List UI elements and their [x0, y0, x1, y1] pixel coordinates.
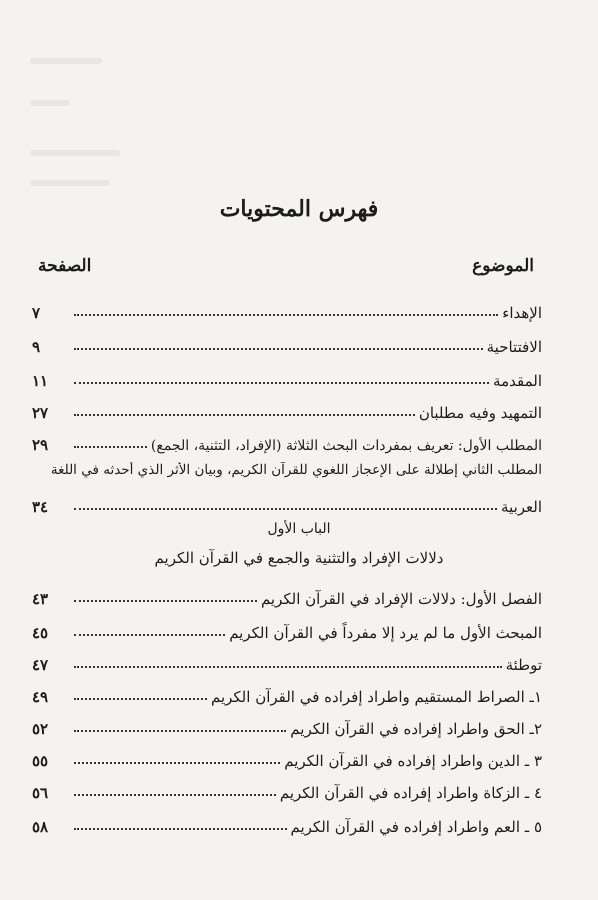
toc-entry-title: الفصل الأول: دلالات الإفراد في القرآن الكريم: [260, 590, 542, 608]
part-label: الباب الأول: [267, 521, 331, 537]
toc-entry-title: ٤ ـ الزكاة واطراد إفراده في القرآن الكريم: [279, 784, 542, 802]
leader-dots: [74, 413, 415, 416]
toc-entry-page: ٧: [32, 304, 41, 322]
toc-entry[interactable]: [32, 486, 542, 516]
show-through-mark: [30, 150, 120, 156]
leader-dots: [74, 445, 147, 448]
toc-entry[interactable]: [32, 612, 542, 642]
toc-entry-title: توطئة: [505, 656, 542, 674]
leader-dots: [74, 633, 225, 636]
part-title: دلالات الإفراد والتثنية والجمع في القرآن الكريم: [154, 549, 444, 567]
toc-entry-title: المبحث الأول ما لم يرد إلا مفرداً في القرآن الكريم: [229, 624, 542, 642]
leader-dots: [74, 507, 497, 510]
toc-entry-page: ٩: [32, 338, 41, 356]
toc-entry[interactable]: [32, 292, 542, 322]
toc-entry-title: الإهداء: [502, 304, 542, 322]
page-column-header: الصفحة: [38, 256, 92, 276]
leader-dots: [74, 665, 502, 668]
toc-entry-title: المطلب الأول: تعريف بمفردات البحث الثلاثة (الإفراد، التثنية، الجمع): [150, 438, 542, 454]
toc-entry-page: ٥٨: [32, 818, 49, 836]
leader-dots: [74, 729, 286, 732]
toc-entry-page: ٤٧: [32, 656, 49, 674]
toc-entry[interactable]: [32, 578, 542, 608]
toc-entry-title: المقدمة: [493, 372, 542, 390]
toc-entry-first-line: المطلب الثاني إطلالة على الإعجاز اللغوي للقرآن الكريم، وبيان الأثر الذي أحدثه في اللغة: [50, 462, 542, 478]
toc-entry-page: ١١: [32, 372, 49, 390]
leader-dots: [74, 313, 498, 316]
toc-entry-page: ٢٧: [32, 404, 49, 422]
toc-entry-page: ٤٣: [32, 590, 49, 608]
toc-entry-title: التمهيد وفيه مطلبان: [418, 404, 542, 422]
leader-dots: [74, 599, 257, 602]
toc-entry-page: ٥٢: [32, 720, 49, 738]
toc-entry[interactable]: [32, 772, 542, 802]
leader-dots: [74, 761, 280, 764]
toc-entry-title: ٥ ـ العم واطراد إفراده في القرآن الكريم: [290, 818, 542, 836]
toc-entry-page: ٤٥: [32, 624, 49, 642]
leader-dots: [74, 347, 483, 350]
leader-dots: [74, 793, 276, 796]
toc-entry[interactable]: [32, 392, 542, 422]
show-through-mark: [30, 100, 70, 106]
show-through-mark: [30, 58, 102, 64]
toc-entry[interactable]: [32, 806, 542, 836]
toc-entry[interactable]: [32, 360, 542, 390]
toc-entry[interactable]: [32, 740, 542, 770]
toc-entry-page: ٢٩: [32, 436, 49, 454]
toc-entry-title: العربية: [501, 498, 542, 516]
toc-entry-page: ٥٦: [32, 784, 49, 802]
page-title: فهرس المحتويات: [219, 196, 379, 222]
toc-entry-title: الافتتاحية: [486, 338, 542, 356]
subject-column-header: الموضوع: [472, 256, 534, 276]
leader-dots: [74, 827, 287, 830]
leader-dots: [74, 381, 489, 384]
toc-entry[interactable]: [32, 424, 542, 454]
leader-dots: [74, 697, 207, 700]
toc-entry-title: ٣ ـ الدين واطراد إفراده في القرآن الكريم: [284, 752, 542, 770]
toc-entry-title: ١ـ الصراط المستقيم واطراد إفراده في القرآن الكريم: [210, 688, 542, 706]
toc-entry-page: ٥٥: [32, 752, 49, 770]
show-through-mark: [30, 180, 110, 186]
toc-entry[interactable]: [32, 326, 542, 356]
toc-entry-page: ٣٤: [32, 498, 49, 516]
toc-entry[interactable]: [32, 644, 542, 674]
toc-entry-page: ٤٩: [32, 688, 49, 706]
toc-entry[interactable]: [32, 676, 542, 706]
toc-entry[interactable]: [32, 708, 542, 738]
toc-entry-title: ٢ـ الحق واطراد إفراده في القرآن الكريم: [290, 720, 542, 738]
